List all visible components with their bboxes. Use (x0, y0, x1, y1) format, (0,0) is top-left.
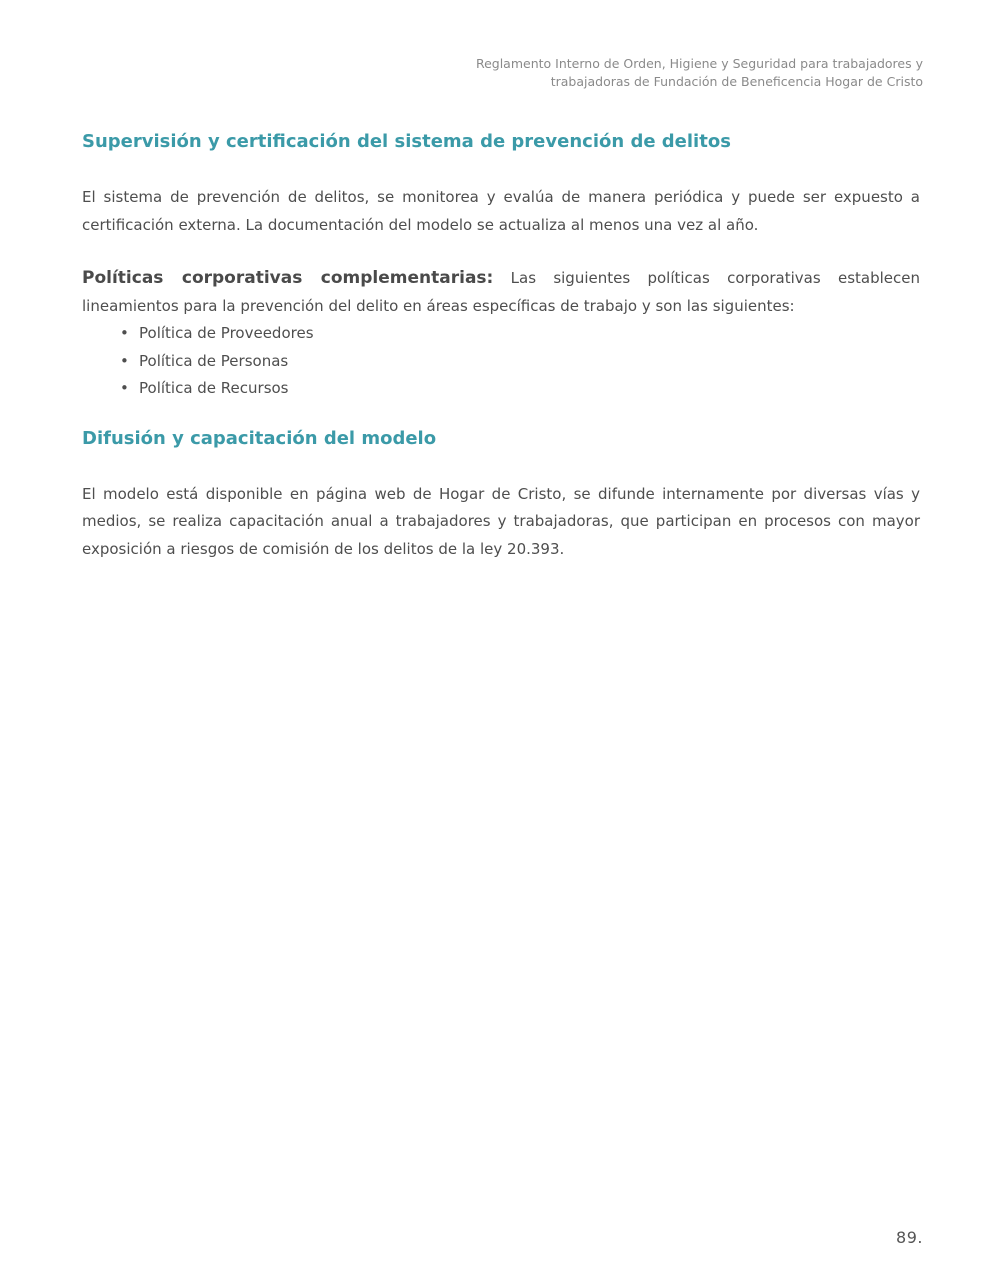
policies-text: Las siguientes políticas corporativas establecen lineamientos para la prevención del delito en áreas específicas de trabajo y son las siguientes: (82, 269, 920, 315)
policies-lead: Políticas corporativas complementarias: (82, 268, 494, 288)
supervision-paragraph: El sistema de prevención de delitos, se monitorea y evalúa de manera periódica y puede ser expuesto a certificación externa. La documentación del modelo se actualiza al menos una vez al año. (82, 188, 920, 234)
policies-list (82, 320, 920, 403)
page-content (82, 128, 920, 563)
difusion-paragraph: El modelo está disponible en página web de Hogar de Cristo, se difunde internamente por diversas vías y medios, se realiza capacitación anual a trabajadores y trabajadoras, que participan en procesos con mayor exposición a riesgos de comisión de los delitos de la ley 20.393. (82, 484, 920, 558)
list-item-personas (120, 348, 920, 376)
policies-paragraph (82, 265, 920, 320)
running-header-line-2: trabajadoras de Fundación de Beneficencia Hogar de Cristo (550, 74, 923, 89)
page-number: 89. (896, 1228, 923, 1247)
list-item-label: Política de Recursos (139, 379, 289, 397)
running-header-line-1: Reglamento Interno de Orden, Higiene y Seguridad para trabajadores y (475, 56, 923, 71)
bullet-icon: • (120, 351, 129, 370)
list-item-label: Política de Proveedores (139, 324, 314, 342)
running-header (363, 55, 923, 91)
section-heading-supervision: Supervisión y certificación del sistema de prevención de delitos (82, 131, 731, 152)
list-item-recursos (120, 375, 920, 403)
bullet-icon: • (120, 379, 129, 397)
bullet-icon: • (120, 324, 129, 342)
list-item-label: Política de Personas (139, 351, 289, 370)
list-item-proveedores (120, 320, 920, 348)
section-heading-difusion: Difusión y capacitación del modelo (82, 427, 437, 449)
